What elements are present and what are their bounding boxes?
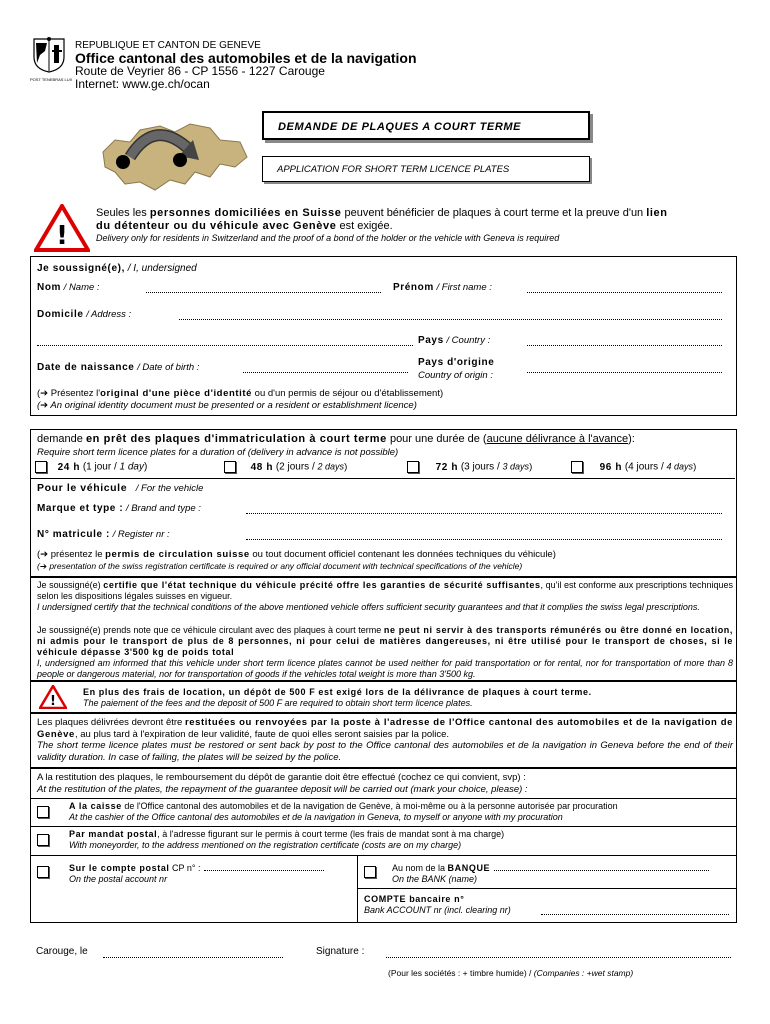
- restriction-text: Je soussigné(e) prends note que ce véhicule circulant avec des plaques à court terme ne peut ni servir à des transports rémunérés ou être donné en location, ni admis pour le transport de plus de 8 personnes, ni pour celui de matières dangereuses, ni être utilisé pour le transport de choses, si le véhicule dépasse 3'500 kg de poids total I, undersigned am informed that this vehicle under short term licence plates cannot be used neither for paid transportation or for rental, nor for transportation of more than 8 people or dangerous material, nor for transportation of goods if the vehicles total weight is more than 3'500 kg.: [37, 625, 733, 679]
- vehicle-heading: Pour le véhicule: [37, 482, 128, 494]
- refund-bank-checkbox[interactable]: [364, 866, 376, 878]
- bank-account-label: COMPTE bancaire n° Bank ACCOUNT nr (incl. clearing nr): [364, 894, 511, 915]
- holder-section: Je soussigné(e), / I, undersigned Nom / Name : Prénom / First name : Domicile / Address : Pays / Country : Date de naissance / Date of birth : Pays d'origine Country of origin : (➔ Présentez l'original d'une pièce d'identité ou d'un permis de séjour ou d'établissement) (➔ An original identity document must be presented or a resident or establishment licence): [30, 256, 737, 416]
- deposit-warning-icon: [39, 685, 67, 713]
- register-label: N° matricule :: [37, 529, 110, 540]
- refund-moneyorder-checkbox[interactable]: [37, 834, 49, 846]
- title-box-en: [262, 156, 590, 182]
- origin-field[interactable]: [527, 363, 722, 373]
- header-office: Office cantonal des automobiles et de la navigation: [75, 50, 417, 66]
- refund-postal-checkbox[interactable]: [37, 866, 49, 878]
- domicile-field[interactable]: [179, 310, 722, 320]
- request-section: [30, 429, 737, 577]
- duration-72h-checkbox[interactable]: [407, 461, 419, 473]
- postal-account-field[interactable]: [204, 861, 324, 871]
- name-label: Nom: [37, 282, 62, 293]
- undersigned-label: Je soussigné(e),: [37, 263, 125, 274]
- duration-48h[interactable]: 48 h (2 jours / 2 days): [224, 461, 347, 474]
- duration-24h-checkbox[interactable]: [35, 461, 47, 473]
- permit-note: (➔ présentez le permis de circulation suisse ou tout document officiel contenant les données techniques du véhicule) (➔ presentation of the swiss registration certificate is required or any official document with technical specifications of the vehicle): [37, 549, 556, 571]
- country-label: Pays: [418, 335, 444, 346]
- duration-48h-checkbox[interactable]: [224, 461, 236, 473]
- stamp-note: (Pour les sociétés : + timbre humide) / (Companies : +wet stamp): [388, 968, 634, 978]
- duration-96h[interactable]: 96 h (4 jours / 4 days): [571, 461, 696, 474]
- deposit-text-en: The paiement of the fees and the deposit of 500 F are required to obtain short term licence plates.: [83, 698, 473, 708]
- title-box-fr: [262, 111, 590, 140]
- country-field[interactable]: [527, 336, 722, 346]
- logo-caption: POST TENEBRAS LUX: [30, 76, 73, 82]
- return-section: [30, 713, 737, 768]
- header-republic: REPUBLIQUE ET CANTON DE GENEVE: [75, 40, 261, 51]
- place-date-field[interactable]: [103, 948, 283, 958]
- svg-text:!: !: [50, 694, 56, 709]
- make-field[interactable]: [246, 504, 722, 514]
- name-field[interactable]: [146, 283, 381, 293]
- request-line-en: Require short term licence plates for a duration of (delivery in advance is not possible): [37, 447, 399, 458]
- domicile-label: Domicile: [37, 309, 84, 320]
- duration-72h[interactable]: 72 h (3 jours / 3 days): [407, 461, 532, 474]
- refund-cashier-checkbox[interactable]: [37, 806, 49, 818]
- refund-bank-option: Au nom de la BANQUE On the BANK (name): [392, 861, 709, 885]
- vehicle-subsection: Pour le véhicule / For the vehicle Marque et type : / Brand and type : N° matricule : / Register nr : (➔ présentez le permis de circulation suisse ou tout document officiel contenant les données techniques du véhicule) (➔ presentation of the swiss registration certificate is required or any official document with technical specifications of the vehicle): [31, 478, 735, 575]
- title-en: APPLICATION FOR SHORT TERM LICENCE PLATES: [277, 164, 510, 175]
- firstname-label: Prénom: [393, 282, 434, 293]
- certification-text: Je soussigné(e) certifie que l'état technique du véhicule précité offre les garanties de sécurité suffisantes, qu'il est conforme aux prescriptions techniques selon les dispositions légales suisses en vigueur. I undersigned certify that the technical conditions of the above mentioned vehicle offers sufficient security guarantees and that it complies the swiss legal prescriptions.: [37, 580, 733, 612]
- warning-text-en: Delivery only for residents in Switzerland and the proof of a bond of the holder or the vehicle with Geneva is required: [96, 233, 560, 243]
- bank-account-field[interactable]: [541, 905, 729, 915]
- header-internet: Internet: www.ge.ch/ocan: [75, 77, 210, 91]
- origin-label: Pays d'origine: [418, 357, 495, 368]
- certification-section: [30, 577, 737, 681]
- refund-intro: A la restitution des plaques, le remboursement du dépôt de garantie doit être effectué (cochez ce qui convient, svp) : At the restitution of the plates, the repayment of the guarantee deposit will be carried out (mark your choice, please) :: [37, 772, 528, 795]
- refund-postal-option: Sur le compte postal CP n° : On the postal account nr: [69, 861, 324, 885]
- refund-section: [30, 768, 737, 923]
- register-field[interactable]: [246, 530, 722, 540]
- switzerland-map-illustration: [95, 112, 255, 202]
- signature-field[interactable]: [386, 948, 731, 958]
- duration-96h-checkbox[interactable]: [571, 461, 583, 473]
- refund-cashier-option: A la caisse de l'Office cantonal des automobiles et de la navigation de Genève, à moi-même ou à la personne autorisée par procuration At the cashier of the Office cantonal des automobiles et de la navigation in Geneva, to myself or anyone with my procuration: [69, 801, 618, 822]
- place-date-label: Carouge, le: [36, 946, 88, 957]
- birthdate-label: Date de naissance: [37, 362, 135, 373]
- header-address: Route de Veyrier 86 - CP 1556 - 1227 Carouge: [75, 64, 325, 78]
- duration-24h[interactable]: 24 h (1 jour / 1 day): [35, 461, 147, 474]
- firstname-field[interactable]: [527, 283, 722, 293]
- domicile-field-2[interactable]: [37, 336, 413, 346]
- signature-label: Signature :: [316, 946, 365, 957]
- deposit-text: En plus des frais de location, un dépôt de 500 F est exigé lors de la délivrance de plaques à court terme.: [83, 687, 592, 697]
- return-text: Les plaques délivrées devront être restituées ou renvoyées par la poste à l'adresse de l'Office cantonal des automobiles et de la navigation de Genève, au plus tard à l'expiration de leur validité, faute de quoi elles seront saisies par la police. The short terme licence plates must be restored or sent back by post to the Office cantonal des automobiles et de la navigation in Geneva before the end of their validity duration. In case of failing, the plates will be seized by the police.: [37, 717, 733, 763]
- request-line: demande en prêt des plaques d'immatriculation à court terme pour une durée de (aucune délivrance à l'avance):: [37, 433, 635, 445]
- make-label: Marque et type :: [37, 503, 124, 514]
- warning-text: Seules les personnes domiciliées en Suisse peuvent bénéficier de plaques à court terme et la preuve d'un lien du détenteur ou du véhicule avec Genève est exigée.: [96, 207, 668, 232]
- warning-triangle-icon: [34, 204, 90, 256]
- refund-moneyorder-option: Par mandat postal, à l'adresse figurant sur le permis à court terme (les frais de mandat sont à ma charge) With moneyorder, to the address mentioned on the registration certificate (costs are on my charge): [69, 829, 505, 850]
- coat-of-arms-logo: [30, 37, 73, 82]
- birthdate-field[interactable]: [243, 363, 408, 373]
- bank-name-field[interactable]: [494, 861, 709, 871]
- deposit-section: [30, 681, 737, 713]
- title-fr: DEMANDE DE PLAQUES A COURT TERME: [278, 121, 522, 133]
- svg-text:!: !: [56, 221, 68, 251]
- id-document-note: (➔ Présentez l'original d'une pièce d'identité ou d'un permis de séjour ou d'établissement) (➔ An original identity document must be presented or a resident or establishment licence): [37, 388, 444, 411]
